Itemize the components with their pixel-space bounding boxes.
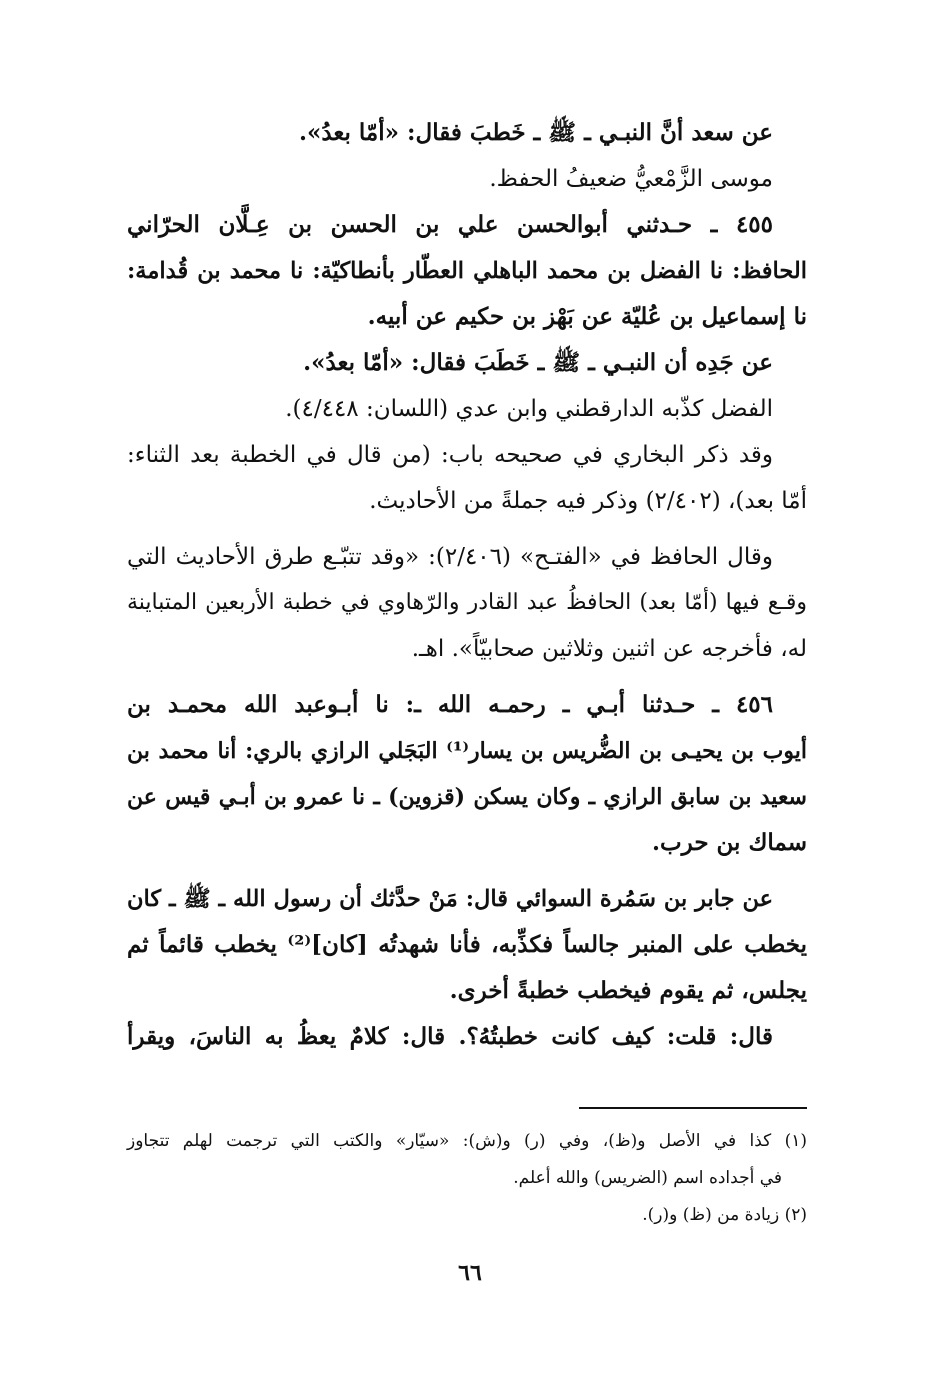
- text-line: قال: قلت: كيف كانت خطبتُهُ؟. قال: كلامٌ يعظُ به الناسَ، ويقرأ: [127, 1023, 773, 1050]
- footnote-divider: [579, 1107, 807, 1109]
- text-line: عن جَدِه أن النبـي ـ ﷺ ـ خَطَبَ فقال: «أمّا بعدُ».: [303, 349, 773, 376]
- footnote-line: (٢) زيادة من (ظ) و(ر).: [642, 1205, 807, 1225]
- text-line: أمّا بعد)، (٢/٤٠٢) وذكر فيه جملةً من الأحاديث.: [369, 488, 807, 514]
- text-line: سعيد بن سابق الرازي ـ وكان يسكن (قزوين) ـ نا عمرو بن أبـي قيس عن: [127, 784, 807, 810]
- text-line: أيوب بن يحيـى بن الضُّريس بن يسار⁽¹⁾ البَجَلي الرازي بالري: أنا محمد بن: [127, 738, 807, 764]
- text-line: عن جابر بن سَمُرة السوائي قال: مَنْ حدَّثك أن رسول الله ـ ﷺ ـ كان: [127, 886, 773, 912]
- footnote-line: في أجداده اسم (الضريس) والله أعلم.: [513, 1168, 782, 1188]
- main-text: [127, 110, 807, 1060]
- text-line: له، فأخرجه عن اثنين وثلاثين صحابيّاً». اهـ.: [411, 636, 807, 662]
- text-line: الحافظ: نا الفضل بن محمد الباهلي العطّار بأنطاكيّة: نا محمد بن قُدامة:: [127, 258, 807, 284]
- text-line: موسى الزَّمْعيُّ ضعيفُ الحفظ.: [489, 166, 773, 192]
- page-number: ٦٦: [458, 1260, 482, 1286]
- text-line: وقال الحافظ في «الفتـح» (٢/٤٠٦): «وقد تتبّـع طرق الأحاديث التي: [127, 544, 773, 570]
- text-line: يخطب على المنبر جالساً فكذِّبه، فأنا شهدتُه [كان]⁽²⁾ يخطب قائماً ثم: [127, 931, 808, 958]
- text-line: وقد ذكر البخاري في صحيحه باب: (من قال في الخطبة بعد الثناء:: [127, 442, 773, 468]
- footnote-line: (١) كذا في الأصل و(ظ)، وفي (ر) و(ش): «سيّار» والكتب التي ترجمت لهلم تتجاوز: [127, 1131, 807, 1151]
- text-line: ٤٥٥ ـ حـدثني أبوالحسن علي بن الحسن بن عِـلَّان الحرّاني: [127, 211, 773, 238]
- text-line: الفضل كذّبه الدارقطني وابن عدي (اللسان: ٤/٤٤٨).: [285, 396, 773, 422]
- text-line: نا إسماعيل بن عُليّة عن بَهْز بن حكيم عن أبيه.: [367, 303, 807, 330]
- footnotes: [127, 1123, 807, 1234]
- text-line: ٤٥٦ ـ حـدثنا أبـي ـ رحمـه الله ـ: نا أبـوعبد الله محمـد بن: [127, 691, 773, 718]
- text-line: يجلس، ثم يقوم فيخطب خطبةً أخرى.: [449, 977, 807, 1004]
- text-line: عن سعد أنَّ النبـي ـ ﷺ ـ خَطبَ فقال: «أمّا بعدُ».: [298, 119, 773, 146]
- text-line: وقـع فيها (أمّا بعد) الحافظُ عبد القادر والرّهاوي في خطبة الأربعين المتباينة: [127, 590, 807, 615]
- text-line: سماك بن حرب.: [651, 829, 807, 856]
